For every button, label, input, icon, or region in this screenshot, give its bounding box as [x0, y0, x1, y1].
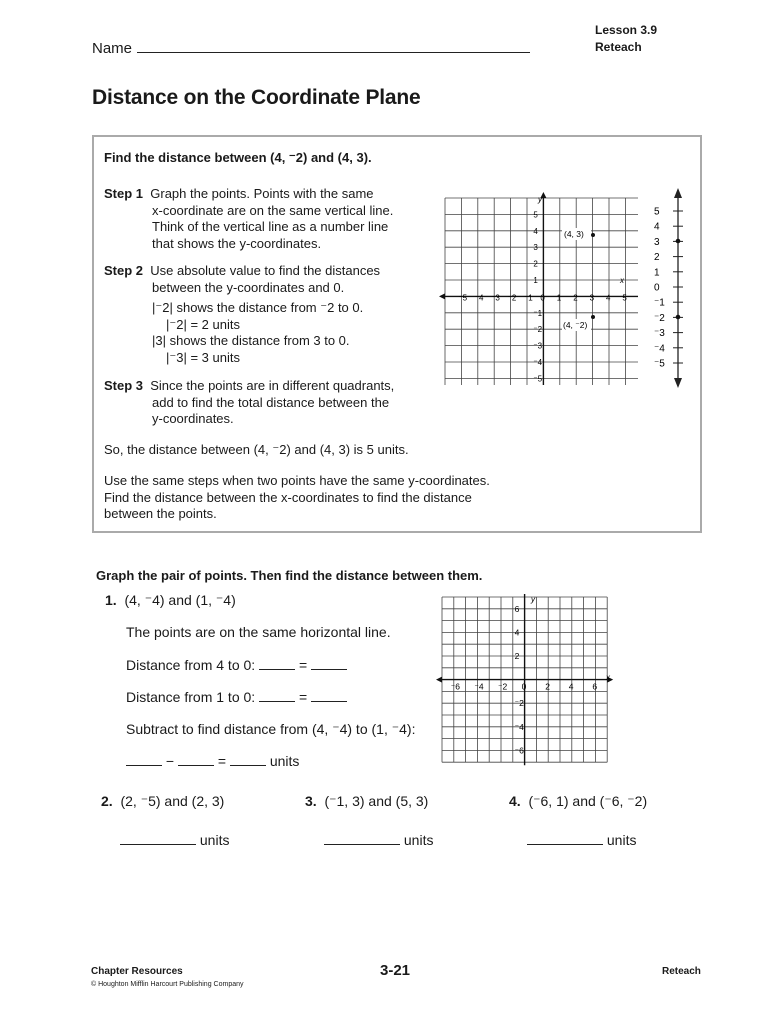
- minus-sign: −: [165, 753, 175, 769]
- y-tick-label: 6: [514, 603, 520, 614]
- y-tick-label: ⁻4: [533, 358, 543, 367]
- lesson-number: Lesson 3.9: [595, 23, 658, 37]
- step-3-line: add to find the total distance between the: [152, 394, 390, 410]
- x-tick-label: ⁻4: [474, 681, 484, 692]
- x-tick-label: ⁻3: [491, 293, 500, 303]
- step-2: [104, 263, 434, 366]
- y-tick-label: 2: [533, 259, 538, 269]
- q3-answer: [324, 831, 433, 849]
- step-3-line: y-coordinates.: [152, 411, 234, 426]
- y-tick-label: ⁻4: [514, 721, 524, 732]
- answer-blank[interactable]: [324, 831, 400, 845]
- number-line-label: ⁻2: [654, 312, 665, 324]
- question-4-number: 4.: [509, 793, 521, 809]
- step-2-math: |⁻2| = 2 units: [166, 316, 240, 332]
- point-b-label: (4, ⁻2): [563, 320, 588, 330]
- y-tick-label: 2: [514, 651, 520, 661]
- step-3: [104, 378, 434, 428]
- question-1-points: (4, ⁻4) and (1, ⁻4): [124, 592, 236, 608]
- footer-copyright: © Houghton Mifflin Harcourt Publishing Company: [91, 981, 244, 988]
- x-tick-label: ⁻6: [450, 681, 461, 692]
- step-1-line: Think of the vertical line as a number line: [152, 219, 389, 234]
- step-2-label: Step 2: [104, 263, 144, 278]
- number-line-label: ⁻3: [654, 328, 665, 340]
- question-2-points: (2, ⁻5) and (2, 3): [120, 793, 225, 809]
- q2-answer: [120, 831, 229, 849]
- step-2-line: between the y-coordinates and 0.: [152, 279, 345, 295]
- answer-blank[interactable]: [230, 752, 266, 766]
- number-line-label: 0: [654, 282, 660, 294]
- x-tick-labels: [458, 293, 627, 302]
- y-tick-label: ⁻2: [533, 325, 543, 335]
- q1-line-2-text: Distance from 4 to 0:: [126, 657, 256, 673]
- axes: [436, 594, 613, 765]
- footer-chapter: Chapter Resources: [91, 966, 183, 977]
- question-3-points: (⁻1, 3) and (5, 3): [324, 793, 429, 809]
- y-tick-label: ⁻5: [533, 374, 543, 384]
- x-tick-label: 0: [540, 293, 545, 303]
- number-line-label: 4: [654, 221, 660, 233]
- x-axis-label: x: [620, 276, 624, 285]
- number-line-label: ⁻4: [654, 343, 665, 355]
- lesson-type: Reteach: [595, 40, 642, 54]
- answer-blank[interactable]: [527, 831, 603, 845]
- y-tick-label: ⁻2: [514, 698, 524, 709]
- page-number: 3-21: [380, 962, 411, 979]
- practice-heading: Graph the pair of points. Then find the distance between them.: [96, 568, 483, 583]
- y-tick-label: ⁻3: [533, 341, 543, 351]
- q4-answer: [527, 831, 636, 849]
- q1-line-3: [126, 688, 347, 706]
- units-label: units: [606, 832, 637, 848]
- y-axis-label: y: [538, 195, 542, 204]
- equals-sign: =: [217, 753, 227, 769]
- point-b: [591, 315, 595, 319]
- name-field[interactable]: [137, 52, 530, 53]
- y-tick-label: 4: [514, 627, 520, 638]
- x-tick-label: ⁻2: [507, 293, 517, 303]
- x-tick-label: ⁻1: [524, 293, 533, 303]
- y-tick-label: 5: [533, 210, 538, 220]
- note-line: Find the distance between the x-coordinates to find the distance: [104, 489, 472, 505]
- q1-line-5: [126, 752, 299, 770]
- question-1-number: 1.: [105, 592, 117, 608]
- x-tick-label: 2: [545, 681, 550, 692]
- x-tick-labels: [451, 682, 598, 692]
- answer-blank[interactable]: [259, 656, 295, 670]
- y-tick-label: 4: [533, 226, 538, 236]
- x-tick-label: 5: [622, 293, 627, 303]
- x-tick-label: ⁻4: [474, 293, 484, 303]
- question-2-number: 2.: [101, 793, 113, 809]
- axes: [439, 192, 638, 385]
- y-axis-label: y: [531, 595, 535, 604]
- step-1-label: Step 1: [104, 186, 144, 201]
- y-tick-label: 1: [533, 276, 538, 285]
- x-tick-label: 4: [568, 681, 574, 692]
- page-title: Distance on the Coordinate Plane: [92, 86, 421, 109]
- question-1: [105, 591, 236, 609]
- number-line-label: 1: [654, 267, 660, 279]
- number-line-label: 3: [654, 236, 660, 248]
- footer-type: Reteach: [662, 966, 701, 977]
- question-2: [101, 792, 224, 810]
- note-line: Use the same steps when two points have the same y-coordinates.: [104, 473, 490, 488]
- q1-line-1: The points are on the same horizontal line.: [126, 624, 391, 640]
- step-1-line: that shows the y-coordinates.: [152, 235, 322, 251]
- number-line-point-neg2: [676, 315, 681, 320]
- units-label: units: [269, 753, 300, 769]
- step-2-math: |⁻2| shows the distance from ⁻2 to 0.: [152, 300, 364, 315]
- step-1-line: x-coordinate are on the same vertical line.: [152, 202, 394, 218]
- x-tick-label: 2: [573, 293, 578, 303]
- x-tick-label: 6: [592, 681, 598, 692]
- step-2-math: |⁻3| = 3 units: [166, 349, 240, 365]
- number-line-ticks: [654, 207, 683, 370]
- example-conclusion: So, the distance between (4, ⁻2) and (4, 3) is 5 units.: [104, 442, 409, 457]
- step-1-line: Graph the points. Points with the same: [150, 186, 374, 201]
- example-note: [104, 473, 694, 523]
- note-line: between the points.: [104, 506, 217, 521]
- lesson-info: [595, 22, 657, 56]
- answer-blank[interactable]: [120, 831, 196, 845]
- example-prompt: Find the distance between (4, ⁻2) and (4, 3).: [104, 150, 372, 165]
- y-tick-label: ⁻1: [533, 308, 543, 318]
- vertical-number-line: [640, 186, 700, 391]
- y-tick-label: 3: [533, 243, 538, 253]
- equals-sign: =: [298, 689, 308, 705]
- question-3-number: 3.: [305, 793, 317, 809]
- number-line-label: 5: [654, 206, 660, 218]
- number-line-label: ⁻5: [654, 358, 665, 370]
- example-coordinate-grid: [438, 190, 638, 385]
- units-label: units: [403, 832, 434, 848]
- point-a: [591, 233, 595, 237]
- step-2-math: |3| shows the distance from 3 to 0.: [152, 333, 350, 348]
- question-4-points: (⁻6, 1) and (⁻6, ⁻2): [528, 793, 648, 809]
- step-3-label: Step 3: [104, 378, 144, 393]
- x-tick-label: ⁻2: [498, 681, 508, 692]
- grid-lines: [445, 198, 638, 385]
- q1-line-4: Subtract to find distance from (4, ⁻4) to (1, ⁻4):: [126, 721, 416, 737]
- y-tick-label: ⁻6: [514, 745, 524, 756]
- number-line-label: 2: [654, 252, 660, 264]
- x-axis-label: x: [606, 673, 610, 682]
- x-tick-label: 4: [606, 293, 611, 303]
- answer-blank[interactable]: [178, 752, 214, 766]
- number-line-label: ⁻1: [654, 297, 665, 309]
- answer-blank[interactable]: [311, 656, 347, 670]
- equals-sign: =: [298, 657, 308, 673]
- x-tick-label: ⁻5: [458, 293, 468, 303]
- step-2-line: Use absolute value to find the distances: [150, 263, 381, 278]
- point-a-label: (4, 3): [564, 229, 584, 239]
- x-tick-label: 3: [589, 293, 595, 303]
- number-line-point-3: [676, 239, 681, 244]
- units-label: units: [199, 832, 230, 848]
- x-tick-label: 0: [521, 681, 527, 692]
- answer-blank[interactable]: [259, 688, 295, 702]
- question-3: [305, 792, 428, 810]
- step-1: [104, 186, 434, 252]
- name-label: Name: [92, 40, 133, 57]
- answer-blank[interactable]: [126, 752, 162, 766]
- question-4: [509, 792, 647, 810]
- q1-line-2: [126, 656, 347, 674]
- practice-coordinate-grid[interactable]: [436, 592, 616, 772]
- step-3-line: Since the points are in different quadrants,: [150, 378, 395, 393]
- q1-line-3-text: Distance from 1 to 0:: [126, 689, 256, 705]
- answer-blank[interactable]: [311, 688, 347, 702]
- x-tick-label: 1: [556, 293, 562, 303]
